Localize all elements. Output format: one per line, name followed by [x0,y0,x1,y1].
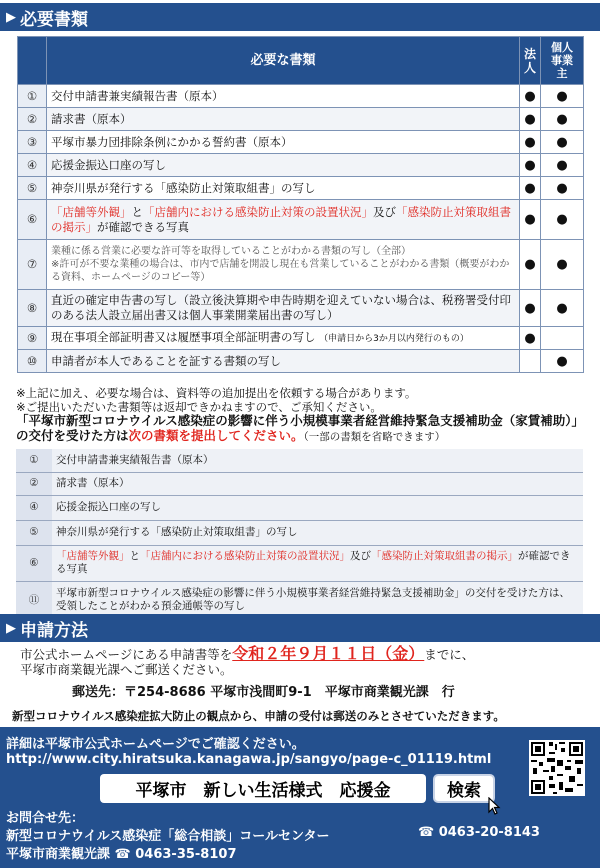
header-houjin: 法人 [520,37,541,85]
apply-instructions: 市公式ホームページにある申請書等を令和２年９月１１日（金）までに、 平塚市商業観光課へご郵送ください。 [20,644,475,677]
section-title: 申請方法 [20,620,88,641]
table-row: ③ 平塚市暴力団排除条例にかかる誓約書（原本） ● ● [18,131,584,154]
list-item: ② 請求書（原本） [16,472,583,495]
table-row: ⑧ 直近の確定申告書の写し（設立後決算期や申告時期を迎えていない場合は、税務署受付印のある法人設立届出書又は個人事業開業届出書の写し） ● ● [18,290,584,327]
list-item: ① 交付申請書兼実績報告書（原本） [16,449,583,472]
documents-table [17,36,584,373]
deadline: 令和２年９月１１日（金） [232,644,425,663]
website-link[interactable]: http://www.city.hiratsuka.kanagawa.jp/sangyo/page-c_01119.html [6,752,492,767]
reduced-documents-table [16,449,583,620]
notes: ※上記に加え、必要な場合は、資料等の追加提出を依頼する場合があります。 ※ご提出いただいた書類等は返却できかねますので、ご承知ください。 [16,386,417,414]
mailing-address: 郵送先：〒254-8686 平塚市浅間町9-1 平塚市商業観光課 行 [72,685,455,700]
section-title: 必要書類 [20,9,88,30]
section-bar-documents [0,3,600,31]
subsidy-paragraph: 「平塚市新型コロナウイルス感染症の影響に伴う小規模事業者経営維持緊急支援補助金（家賃補助）」の交付を受けた方は次の書類を提出してください。（一部の書類を省略できます） [16,413,585,443]
call-center-phone: ☎ 0463-20-8143 [418,825,540,840]
qr-code-icon [529,740,585,796]
header-doc: 必要な書類 [47,37,520,85]
notice: 新型コロナウイルス感染症拡大防止の観点から、申請の受付は郵送のみとさせていただきます。 [12,709,505,723]
cursor-icon [488,797,502,820]
section-bar-apply [0,614,600,642]
table-row: ⑩ 申請者が本人であることを証する書類の写し ● [18,350,584,373]
table-row: ① 交付申請書兼実績報告書（原本） ● ● [18,85,584,108]
table-row: ⑨ 現在事項全部証明書又は履歴事項全部証明書の写し （申請日から3か月以内発行のもの） ● [18,327,584,350]
triangle-icon: ▶ [6,620,16,636]
table-row: ④ 応援金振込口座の写し ● ● [18,154,584,177]
table-row: ⑤ 神奈川県が発行する「感染防止対策取組書」の写し ● ● [18,177,584,200]
list-item: ⑥ 「店舗等外観」と「店舗内における感染防止対策の設置状況」及び「感染防止対策取組書の掲示」が確認できる写真 [16,545,583,581]
search-box[interactable]: 平塚市 新しい生活様式 応援金 [100,774,426,803]
table-row: ⑦ 業種に係る営業に必要な許可等を取得していることがわかる書類の写し（全部） ※許可が不要な業種の場合は、市内で店舗を開設し現在も営業していることがわかる書類（概要がわかる資料、ホームページのコピー等） ● ● [18,240,584,290]
table-row: ⑥ 「店舗等外観」と「店舗内における感染防止対策の設置状況」及び「感染防止対策取組書の掲示」が確認できる写真 ● ● [18,200,584,240]
dept-contact: 平塚市商業観光課 ☎ 0463-35-8107 [6,847,237,862]
triangle-icon: ▶ [6,9,16,25]
list-item: ⑤ 神奈川県が発行する「感染防止対策取組書」の写し [16,520,583,545]
list-item: ⑪ 平塚市新型コロナウイルス感染症の影響に伴う小規模事業者経営維持緊急支援補助金」の交付を受けた方は、受領したことがわかる預金通帳等の写し [16,581,583,619]
list-item: ④ 応援金振込口座の写し [16,495,583,520]
footer: 詳細は平塚市公式ホームページでご確認ください。 http://www.city.hiratsuka.kanagawa.jp/sangyo/page-c_01119.html 平塚市 新しい生活様式 応援金 検索 お問合せ先： 新型コロナウイルス感染症「総合相談」コールセンター ☎ 0463-20-8143 平塚市商業観光課 ☎ 0463-35-8107 [0,727,600,868]
search-button[interactable]: 検索 [433,774,495,803]
table-row: ② 請求書（原本） ● ● [18,108,584,131]
header-kojin: 個人事業主 [541,37,584,85]
